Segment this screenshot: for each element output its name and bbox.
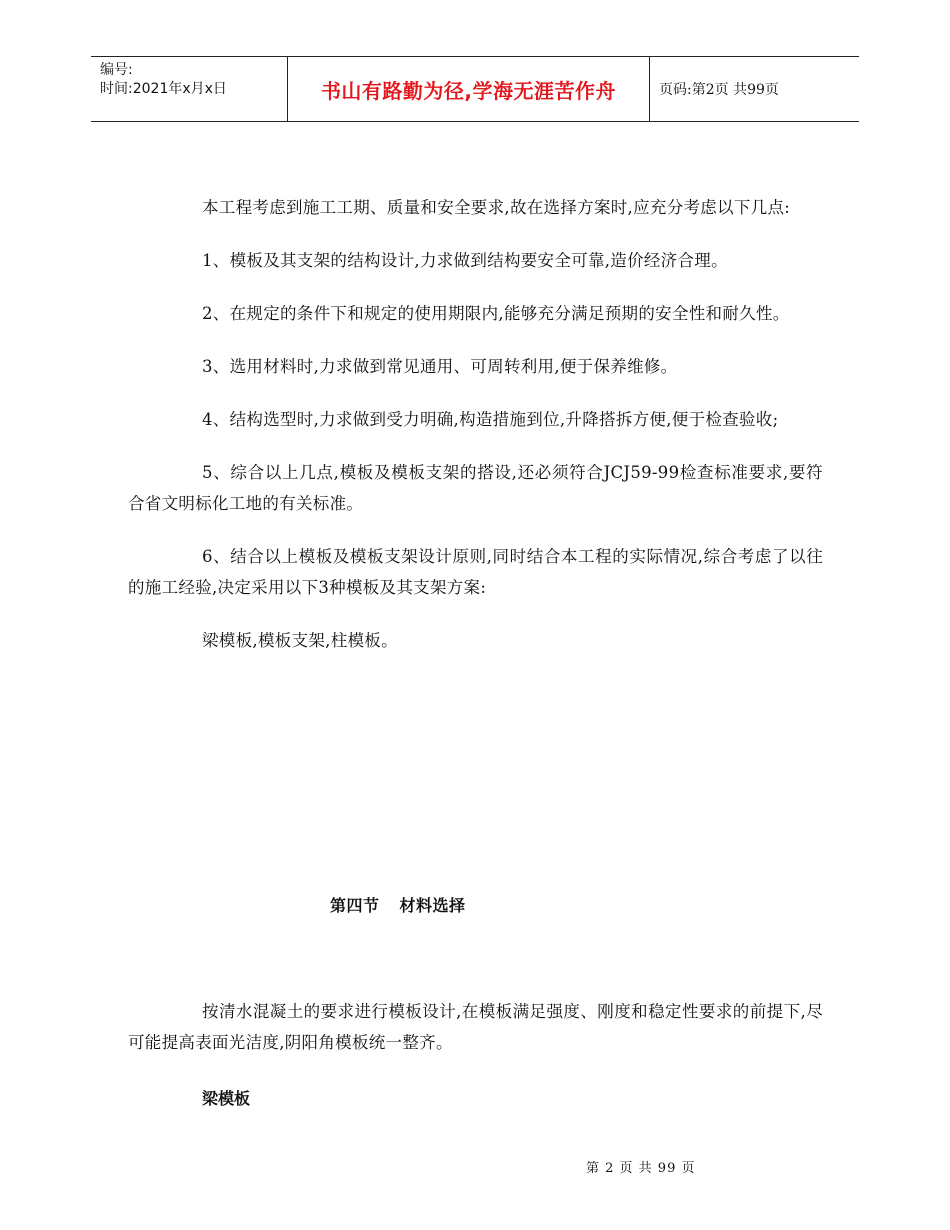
paragraph-item-5: 5、综合以上几点,模板及模板支架的搭设,还必须符合JCJ59-99检查标准要求,要符合省文明标化工地的有关标准。 — [128, 463, 823, 513]
document-time-label: 时间:2021年x月x日 — [100, 81, 227, 97]
section-title-text: 材料选择 — [399, 896, 466, 915]
paragraph-item-2: 2、在规定的条件下和规定的使用期限内,能够充分满足预期的安全性和耐久性。 — [202, 304, 790, 323]
paragraph-item-6: 6、结合以上模板及模板支架设计原则,同时结合本工程的实际情况,综合考虑了以往的施工经验,决定采用以下3种模板及其支架方案: — [128, 547, 823, 597]
paragraph-item-3: 3、选用材料时,力求做到常见通用、可周转利用,便于保养维修。 — [202, 357, 678, 376]
paragraph-material-selection: 按清水混凝土的要求进行模板设计,在模板满足强度、刚度和稳定性要求的前提下,尽可能提高表面光洁度,阴阳角模板统一整齐。 — [128, 1002, 823, 1052]
section-number: 第四节 — [330, 896, 380, 915]
paragraph-item-1: 1、模板及其支架的结构设计,力求做到结构要安全可靠,造价经济合理。 — [202, 251, 728, 270]
document-number-label: 编号: — [100, 62, 133, 78]
paragraph-formwork-list: 梁模板,模板支架,柱模板。 — [202, 631, 398, 650]
subheading-beam-formwork: 梁模板 — [202, 1089, 251, 1108]
page-header — [91, 56, 859, 122]
header-motto: 书山有路勤为径,学海无涯苦作舟 — [287, 57, 650, 121]
paragraph-intro: 本工程考虑到施工工期、质量和安全要求,故在选择方案时,应充分考虑以下几点: — [202, 198, 791, 217]
header-meta — [91, 57, 287, 121]
paragraph-item-4: 4、结构选型时,力求做到受力明确,构造措施到位,升降搭拆方便,便于检查验收; — [202, 410, 779, 429]
section-heading — [330, 893, 466, 916]
header-page-number: 页码:第2页 共99页 — [659, 82, 779, 98]
page-footer: 第 2 页 共 99 页 — [586, 1161, 696, 1176]
section-body — [128, 996, 823, 1080]
body-text — [128, 192, 823, 678]
